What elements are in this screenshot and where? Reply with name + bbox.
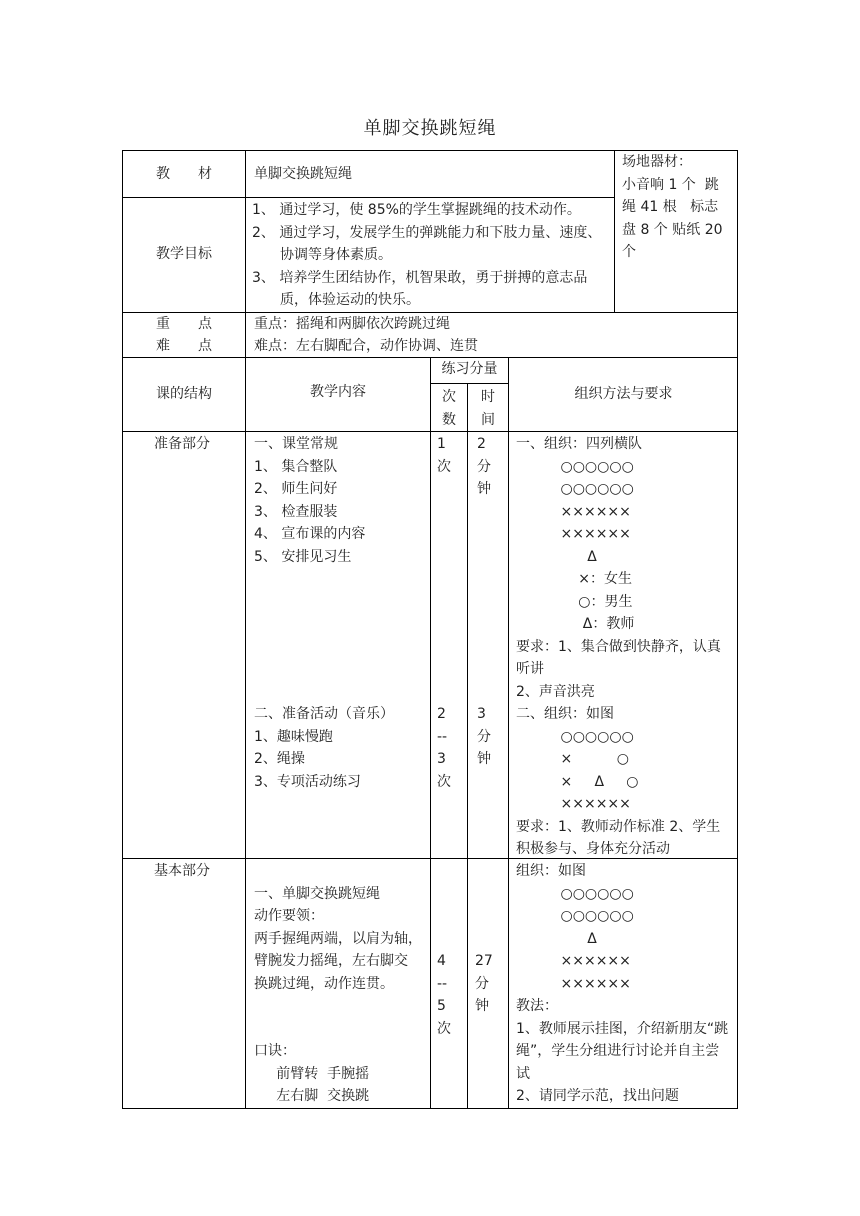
- goal-item: 3、 培养学生团结协作，机智果敢，勇于拼搏的意志品质，体验运动的快乐。: [252, 269, 588, 308]
- col-divider: [467, 383, 468, 1109]
- col-divider: [430, 357, 431, 1109]
- key-point-label: 重 点: [156, 316, 212, 332]
- col-header-practice: 练习分量: [441, 361, 498, 377]
- section-basic: 基本部分: [154, 863, 210, 879]
- method-line: 听讲: [516, 661, 544, 677]
- duration-line: 钟: [477, 751, 491, 767]
- prep-times-2: [437, 703, 451, 793]
- times-line: 3: [437, 751, 446, 767]
- content-line: [254, 860, 422, 883]
- document-title: 单脚交换跳短绳: [363, 118, 497, 139]
- equipment-line: 盘 8 个 贴纸 20: [622, 221, 723, 238]
- equipment-label: 场地器材：: [622, 154, 692, 170]
- content-line: 1、趣味慢跑: [254, 728, 333, 745]
- col-divider: [245, 150, 246, 1109]
- difficulty-value: 难点：左右脚配合，动作协调、连贯: [254, 338, 478, 354]
- content-line: 2、绳操: [254, 751, 305, 767]
- method-line: 一、组织：四列横队: [516, 436, 642, 452]
- equipment-line: 小音响 1 个 跳: [622, 176, 719, 193]
- times-line: 次: [437, 1020, 451, 1037]
- basic-times: [437, 950, 451, 1040]
- formation-row: ××××××: [516, 526, 631, 542]
- content-line: 一、课堂常规: [254, 436, 338, 452]
- formation-row: ○○○○○○: [516, 885, 634, 902]
- prep-duration-1: [477, 433, 491, 501]
- col-header-duration: 时 间: [481, 389, 495, 428]
- duration-line: 分: [477, 458, 491, 475]
- times-line: 次: [437, 458, 451, 475]
- prep-method-2: [516, 703, 736, 861]
- difficulty-label: 难 点: [156, 338, 212, 354]
- formation-row: ××××××: [516, 953, 631, 969]
- goal-label: 教学目标: [156, 246, 212, 262]
- content-line: 二、准备活动（音乐）: [254, 706, 394, 722]
- method-line: 二、组织：如图: [516, 706, 614, 722]
- goal-list: [252, 199, 610, 312]
- formation-row: × Δ ○: [516, 773, 639, 790]
- times-line: 次: [437, 773, 451, 790]
- content-line: 动作要领：: [254, 908, 324, 924]
- content-line: 口诀：: [254, 1043, 296, 1059]
- formation-row: ××××××: [516, 503, 631, 520]
- duration-line: 分: [475, 975, 489, 992]
- content-line: 一、单脚交换跳短绳: [254, 885, 380, 902]
- times-line: --: [437, 728, 448, 745]
- formation-row: ××××××: [516, 975, 631, 992]
- col-header-method: 组织方法与要求: [574, 386, 673, 402]
- basic-content: [254, 860, 422, 1108]
- prep-duration-2: [477, 703, 491, 771]
- method-line: 要求：1、集合做到快静齐，认真: [516, 638, 721, 655]
- method-line: 要求：1、教师动作标准 2、学生: [516, 818, 721, 835]
- times-line: 4: [437, 953, 446, 969]
- col-divider: [614, 150, 615, 312]
- content-line: [254, 995, 422, 1018]
- legend-line: Δ：教师: [516, 616, 635, 632]
- col-header-structure: 课的结构: [156, 386, 212, 402]
- key-point-value: 重点：摇绳和两脚依次跨跳过绳: [254, 316, 450, 332]
- prep-method-1: [516, 433, 736, 703]
- equipment-cell: [622, 151, 736, 264]
- material-label: 教 材: [156, 166, 212, 182]
- formation-row: Δ: [516, 548, 597, 565]
- content-line: 臂腕发力摇绳，左右脚交: [254, 953, 408, 969]
- content-line: 前臂转 手腕摇: [254, 1065, 370, 1082]
- method-line: 2、声音洪亮: [516, 683, 595, 700]
- duration-line: 钟: [477, 481, 491, 497]
- goal-item: 2、 通过学习，发展学生的弹跳能力和下肢力量、速度、协调等身体素质。: [252, 224, 602, 263]
- prep-content-2: [254, 703, 394, 793]
- formation-row: ○○○○○○: [516, 728, 634, 745]
- basic-method: [516, 860, 736, 1108]
- col-header-content: 教学内容: [310, 384, 366, 400]
- content-line: 1、 集合整队: [254, 458, 338, 475]
- method-line: 教法：: [516, 998, 558, 1014]
- duration-line: 2: [477, 436, 486, 452]
- content-line: 3、专项活动练习: [254, 773, 361, 790]
- legend-line: ×：女生: [516, 571, 633, 587]
- method-line: 1、教师展示挂图，介绍新朋友“跳: [516, 1020, 729, 1037]
- content-line: 2、 师生问好: [254, 481, 338, 497]
- material-value: 单脚交换跳短绳: [254, 166, 352, 182]
- content-line: 4、 宣布课的内容: [254, 526, 366, 542]
- content-line: [254, 1018, 422, 1041]
- times-line: 2: [437, 706, 446, 722]
- times-line: --: [437, 975, 448, 992]
- duration-line: 3: [477, 706, 486, 722]
- duration-line: 27: [475, 953, 493, 969]
- method-line: 试: [516, 1065, 530, 1082]
- goal-item: 1、 通过学习，使 85%的学生掌握跳绳的技术动作。: [252, 202, 581, 218]
- content-line: 换跳过绳，动作连贯。: [254, 975, 394, 992]
- formation-row: × ○: [516, 751, 629, 767]
- legend-line: ○：男生: [516, 593, 633, 610]
- method-line: 2、请同学示范，找出问题: [516, 1088, 679, 1104]
- formation-row: ○○○○○○: [516, 481, 634, 497]
- method-line: 组织：如图: [516, 863, 586, 879]
- times-line: 1: [437, 436, 446, 452]
- section-prep: 准备部分: [154, 436, 210, 452]
- method-line: 积极参与、身体充分活动: [516, 841, 670, 857]
- row-divider: [122, 197, 614, 198]
- col-divider: [508, 357, 509, 1109]
- content-line: 3、 检查服装: [254, 503, 338, 520]
- content-line: 5、 安排见习生: [254, 548, 352, 565]
- row-divider: [430, 383, 508, 384]
- formation-row: Δ: [516, 930, 597, 947]
- content-line: 两手握绳两端，以肩为轴，: [254, 930, 422, 947]
- formation-row: ○○○○○○: [516, 908, 634, 924]
- equipment-line: 绳 41 根 标志: [622, 199, 719, 215]
- col-header-times: 次 数: [442, 389, 456, 428]
- times-line: 5: [437, 998, 446, 1014]
- duration-line: 钟: [475, 998, 489, 1014]
- formation-row: ○○○○○○: [516, 458, 634, 475]
- content-line: 左右脚 交换跳: [254, 1088, 370, 1104]
- equipment-line: 个: [622, 244, 636, 260]
- method-line: 绳”，学生分组进行讨论并自主尝: [516, 1043, 720, 1059]
- duration-line: 分: [477, 728, 491, 745]
- prep-times-1: [437, 433, 451, 478]
- formation-row: ××××××: [516, 796, 631, 812]
- prep-content-1: [254, 433, 365, 568]
- basic-duration: [475, 950, 493, 1018]
